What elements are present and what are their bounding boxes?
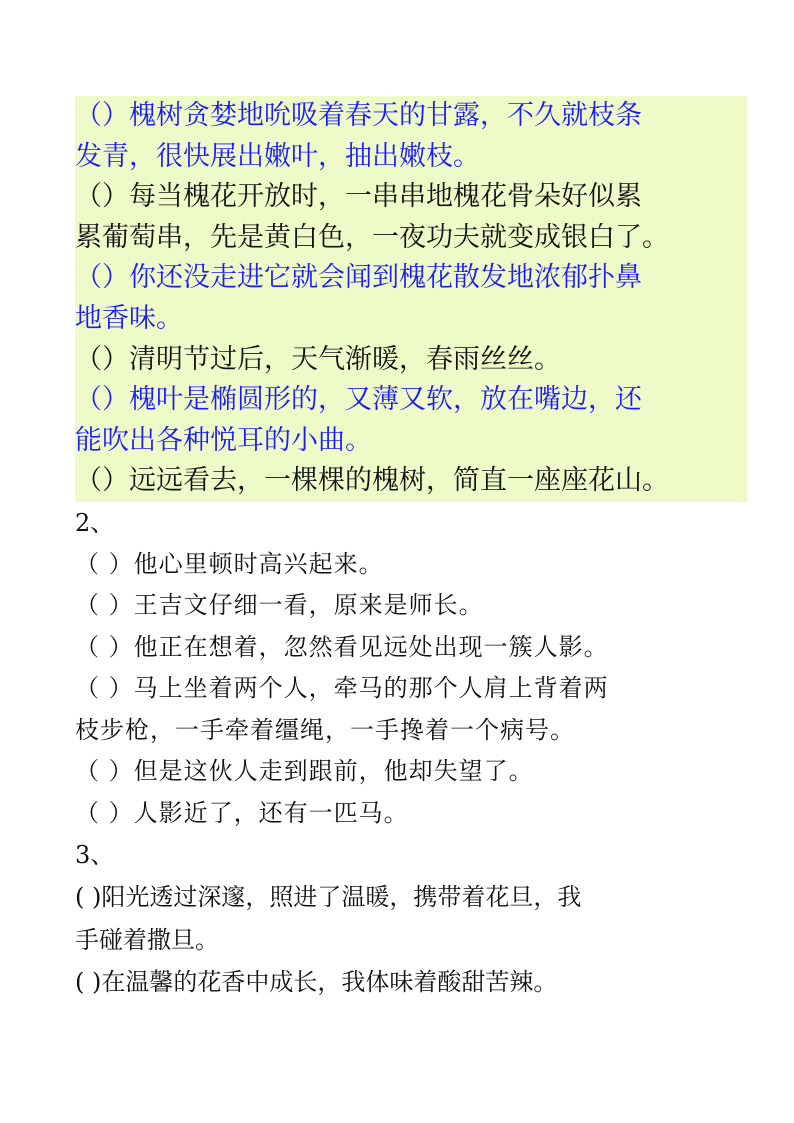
sentence-line: （）每当槐花开放时，一串串地槐花骨朵好似累 [75, 181, 642, 213]
section-2 [75, 502, 747, 835]
section-label: 3、 [75, 841, 115, 870]
sentence-line: （ ）他正在想着，忽然看见远处出现一簇人影。 [75, 632, 609, 661]
sentence-line: 发青，很快展出嫩叶，抽出嫩枝。 [75, 140, 480, 172]
sentence-line: （）槐叶是椭圆形的，又薄又软，放在嘴边，还 [75, 384, 642, 416]
content-area [75, 96, 747, 1003]
sentence-line: 累葡萄串，先是黄白色，一夜功夫就变成银白了。 [75, 221, 669, 253]
sentence-line: （）槐树贪婪地吮吸着春天的甘露，不久就枝条 [75, 100, 642, 131]
sentence-line: （ ）他心里顿时高兴起来。 [75, 549, 384, 578]
sentence-line: 手碰着撒旦。 [75, 925, 219, 954]
sentence-line: 地香味。 [75, 302, 183, 334]
section-1-highlighted-block [75, 96, 747, 502]
sentence-line: （ ）人影近了，还有一匹马。 [75, 798, 409, 827]
sentence-line: （）清明节过后，天气渐暖，春雨丝丝。 [75, 343, 561, 375]
sentence-line: （ ）王吉文仔细一看，原来是师长。 [75, 591, 484, 620]
sentence-line: （ ）马上坐着两个人，牵马的那个人肩上背着两 [75, 674, 609, 703]
sentence-line: 枝步枪，一手牵着缰绳，一手搀着一个病号。 [75, 715, 575, 744]
sentence-line: （）远远看去，一棵棵的槐树，简直一座座花山。 [75, 465, 669, 497]
sentence-line: 能吹出各种悦耳的小曲。 [75, 424, 372, 456]
sentence-line: ( )阳光透过深邃，照进了温暖，携带着花旦，我 [75, 883, 582, 912]
section-label: 2、 [75, 508, 115, 537]
sentence-line: （）你还没走进它就会闻到槐花散发地浓郁扑鼻 [75, 262, 642, 294]
sentence-line: ( )在温馨的花香中成长，我体味着酸甜苦辣。 [75, 968, 558, 997]
sentence-line: （ ）但是这伙人走到跟前，他却失望了。 [75, 757, 534, 786]
section-3 [75, 834, 747, 1003]
